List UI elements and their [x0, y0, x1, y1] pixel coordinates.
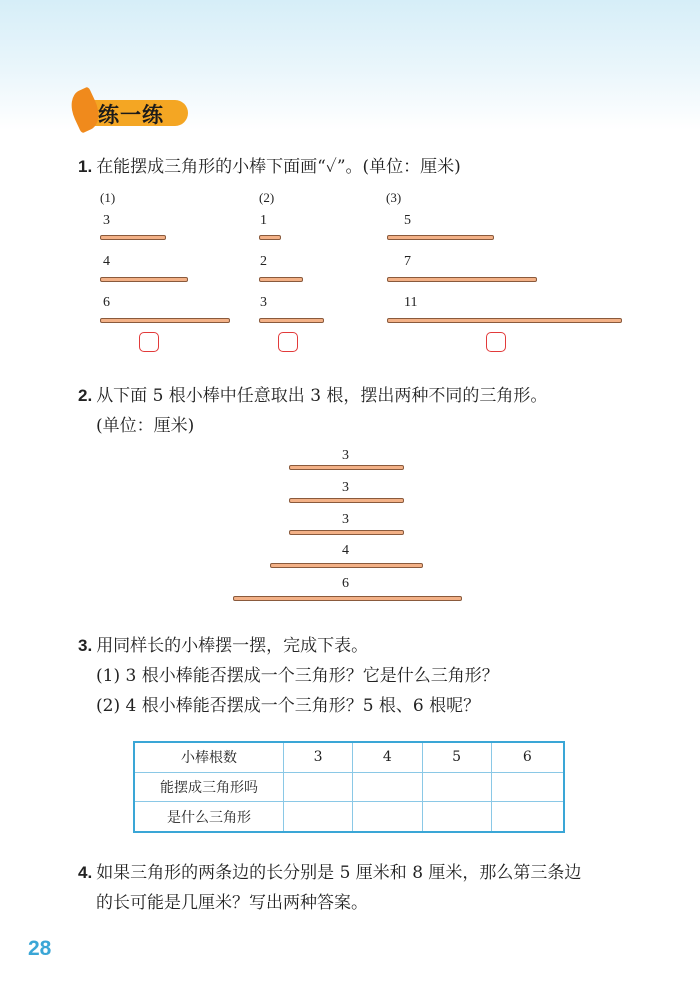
answer-cell[interactable] [491, 802, 564, 832]
group-label: (3) [386, 190, 402, 205]
header-cell: 3 [284, 742, 353, 772]
group-label: (2) [259, 190, 275, 205]
question-2 [78, 381, 547, 406]
header-cell: 5 [422, 742, 491, 772]
stick [289, 498, 404, 503]
answer-cell[interactable] [284, 802, 353, 832]
stick [387, 318, 622, 323]
header-cell: 小棒根数 [134, 742, 284, 772]
sub-question-2: (2) 4 根小棒能否摆成一个三角形？5 根、6 根呢？ [96, 696, 481, 716]
stick [100, 277, 188, 282]
stick [289, 465, 404, 470]
stick [233, 596, 462, 601]
page-number: 28 [28, 937, 52, 960]
header-cell: 4 [353, 742, 422, 772]
section-title: 练一练 [98, 103, 164, 127]
stick [387, 235, 494, 240]
answer-cell[interactable] [422, 802, 491, 832]
question-text: 从下面 5 根小棒中任意取出 3 根，摆出两种不同的三角形。 [96, 386, 548, 406]
answer-checkbox[interactable] [486, 332, 506, 352]
stick [259, 235, 281, 240]
stick-length: 11 [404, 295, 418, 310]
question-text: 如果三角形的两条边的长分别是 5 厘米和 8 厘米，那么第三条边 [96, 863, 582, 883]
stick-length: 5 [404, 213, 411, 228]
stick-length: 3 [103, 213, 110, 228]
question-number: 3. [78, 636, 93, 655]
group-label: (1) [100, 190, 116, 205]
question-1 [78, 152, 461, 177]
table-row [134, 772, 564, 802]
header-cell: 6 [491, 742, 564, 772]
question-2-unit: (单位：厘米) [96, 416, 195, 436]
question-4-line2: 的长可能是几厘米？写出两种答案。 [96, 893, 368, 913]
row-label: 是什么三角形 [134, 802, 284, 832]
stick [100, 235, 166, 240]
stick [259, 277, 303, 282]
stick-length: 3 [342, 480, 349, 495]
answer-cell[interactable] [422, 772, 491, 802]
stick [289, 530, 404, 535]
answer-cell[interactable] [491, 772, 564, 802]
stick-length: 4 [103, 254, 110, 269]
stick [259, 318, 324, 323]
answer-checkbox[interactable] [139, 332, 159, 352]
stick-length: 1 [260, 213, 267, 228]
answer-cell[interactable] [284, 772, 353, 802]
stick [387, 277, 537, 282]
sub-question-1: (1) 3 根小棒能否摆成一个三角形？它是什么三角形？ [96, 666, 499, 686]
stick-length: 4 [342, 543, 349, 558]
question-text: 用同样长的小棒摆一摆，完成下表。 [96, 636, 369, 656]
question-number: 4. [78, 863, 93, 882]
table-header-row [134, 742, 564, 772]
answer-table [133, 741, 565, 833]
question-number: 2. [78, 386, 93, 405]
stick-length: 6 [103, 295, 110, 310]
question-text: 在能摆成三角形的小棒下面画“✓”。(单位：厘米) [96, 157, 461, 177]
question-4 [78, 858, 581, 883]
stick-length: 3 [260, 295, 267, 310]
stick-length: 3 [342, 448, 349, 463]
answer-cell[interactable] [353, 772, 422, 802]
table-row [134, 802, 564, 832]
stick [100, 318, 230, 323]
stick-length: 7 [404, 254, 411, 269]
question-number: 1. [78, 157, 93, 176]
answer-checkbox[interactable] [278, 332, 298, 352]
stick-length: 3 [342, 512, 349, 527]
section-badge [70, 90, 190, 132]
row-label: 能摆成三角形吗 [134, 772, 284, 802]
answer-cell[interactable] [353, 802, 422, 832]
question-3 [78, 631, 368, 656]
stick-length: 2 [260, 254, 267, 269]
stick-length: 6 [342, 576, 349, 591]
stick [270, 563, 423, 568]
